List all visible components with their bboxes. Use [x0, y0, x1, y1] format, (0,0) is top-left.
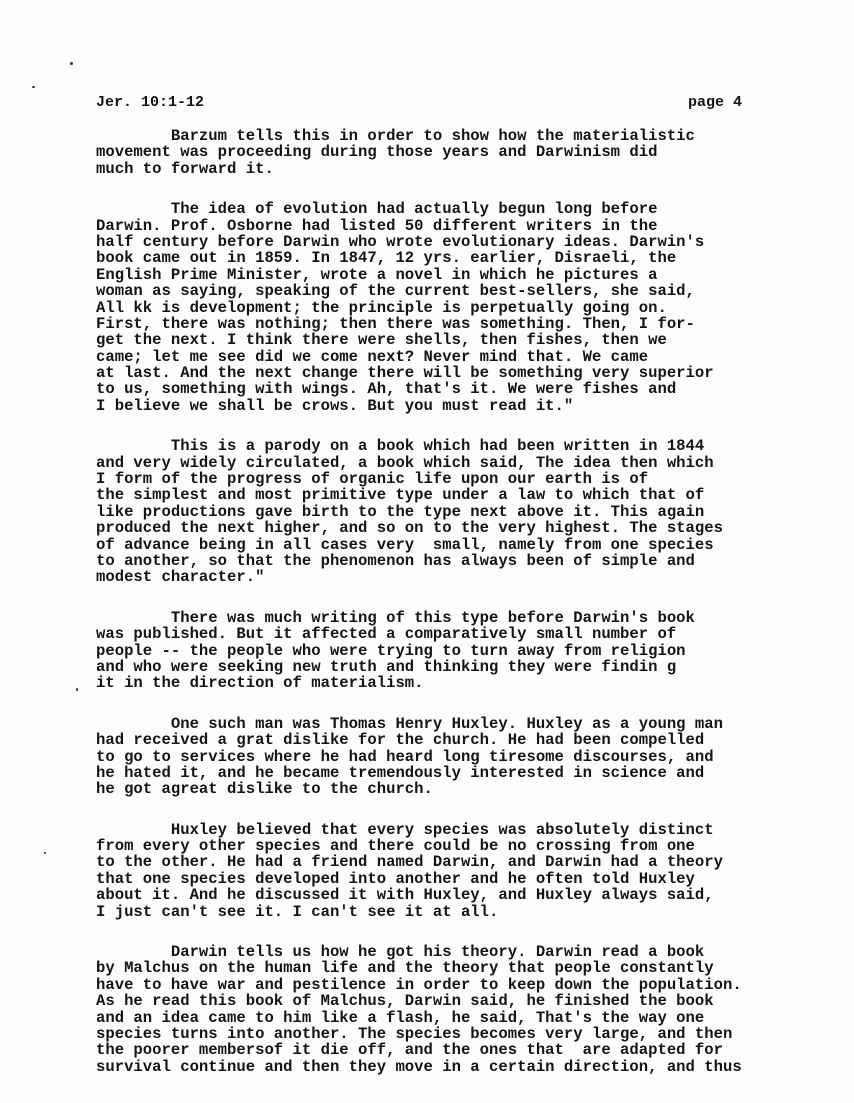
- text-line: and who were seeking new truth and thinking they were findin g: [96, 657, 677, 676]
- text-line: like productions gave birth to the type next above it. This again: [96, 502, 705, 521]
- document-body: [96, 128, 826, 1099]
- text-line: it in the direction of materialism.: [96, 674, 424, 693]
- scan-speck: [44, 852, 46, 854]
- text-line: book came out in 1859. In 1847, 12 yrs. earlier, Disraeli, the: [96, 249, 677, 268]
- text-line: the poorer membersof it die off, and the ones that are adapted for: [96, 1041, 723, 1060]
- text-line: came; let me see did we come next? Never mind that. We came: [96, 347, 649, 366]
- text-line: to go to services where he had heard long tiresome discourses, and: [96, 747, 714, 766]
- text-line: species turns into another. The species becomes very large, and then: [96, 1024, 733, 1043]
- text-line: Huxley believed that every species was absolutely distinct: [96, 820, 714, 839]
- text-line: I just can't see it. I can't see it at all.: [96, 902, 499, 921]
- text-line: movement was proceeding during those years and Darwinism did: [96, 143, 658, 162]
- scan-speck: [76, 688, 78, 691]
- text-line: to us, something with wings. Ah, that's it. We were fishes and: [96, 380, 677, 399]
- text-line: have to have war and pestilence in order to keep down the population.: [96, 975, 742, 994]
- paragraph: [96, 944, 826, 1075]
- paragraph: [96, 128, 826, 177]
- paragraph: [96, 201, 826, 414]
- text-line: was published. But it affected a comparatively small number of: [96, 625, 677, 644]
- text-line: Barzum tells this in order to show how the materialistic: [96, 127, 695, 145]
- text-line: much to forward it.: [96, 159, 274, 178]
- paragraph: [96, 610, 826, 692]
- text-line: by Malchus on the human life and the theory that people constantly: [96, 959, 714, 978]
- text-line: produced the next higher, and so on to the very highest. The stages: [96, 519, 723, 538]
- text-line: to the other. He had a friend named Darwin, and Darwin had a theory: [96, 853, 723, 872]
- text-line: of advance being in all cases very small, namely from one species: [96, 535, 714, 554]
- text-line: that one species developed into another and he often told Huxley: [96, 869, 695, 888]
- page-number: page 4: [687, 94, 742, 111]
- text-line: I form of the progress of organic life upon our earth is of: [96, 470, 649, 489]
- text-line: get the next. I think there were shells, then fishes, then we: [96, 331, 667, 350]
- scripture-reference: Jer. 10:1-12: [96, 94, 205, 111]
- text-line: First, there was nothing; then there was something. Then, I for-: [96, 314, 695, 333]
- text-line: There was much writing of this type before Darwin's book: [96, 608, 695, 627]
- text-line: he got agreat dislike to the church.: [96, 780, 433, 799]
- text-line: The idea of evolution had actually begun long before: [96, 200, 658, 219]
- text-line: One such man was Thomas Henry Huxley. Huxley as a young man: [96, 714, 723, 733]
- text-line: the simplest and most primitive type under a law to which that of: [96, 486, 705, 505]
- text-line: Darwin. Prof. Osborne had listed 50 different writers in the: [96, 216, 658, 235]
- paragraph: [96, 822, 826, 920]
- text-line: English Prime Minister, wrote a novel in which he pictures a: [96, 265, 658, 284]
- text-line: All kk is development; the principle is perpetually going on.: [96, 298, 667, 317]
- text-line: at last. And the next change there will be something very superior: [96, 364, 714, 383]
- paragraph: [96, 716, 826, 798]
- text-line: modest character.": [96, 568, 265, 587]
- text-line: to another, so that the phenomenon has always been of simple and: [96, 551, 695, 570]
- scan-speck: [32, 86, 35, 88]
- text-line: he hated it, and he became tremendously interested in science and: [96, 763, 705, 782]
- text-line: half century before Darwin who wrote evolutionary ideas. Darwin's: [96, 232, 705, 251]
- text-line: Darwin tells us how he got his theory. Darwin read a book: [96, 943, 705, 962]
- text-line: I believe we shall be crows. But you must read it.": [96, 396, 574, 415]
- text-line: from every other species and there could be no crossing from one: [96, 837, 695, 856]
- text-line: had received a grat dislike for the church. He had been compelled: [96, 731, 705, 750]
- text-line: As he read this book of Malchus, Darwin said, he finished the book: [96, 992, 714, 1011]
- text-line: people -- the people who were trying to turn away from religion: [96, 641, 686, 660]
- text-line: and very widely circulated, a book which said, The idea then which: [96, 453, 714, 472]
- scan-speck: [70, 62, 73, 65]
- text-line: woman as saying, speaking of the current best-sellers, she said,: [96, 282, 695, 301]
- paragraph: [96, 438, 826, 586]
- text-line: survival continue and then they move in a certain direction, and thus: [96, 1057, 742, 1076]
- text-line: and an idea came to him like a flash, he said, That's the way one: [96, 1008, 705, 1027]
- text-line: This is a parody on a book which had been written in 1844: [96, 437, 705, 456]
- text-line: about it. And he discussed it with Huxley, and Huxley always said,: [96, 886, 714, 905]
